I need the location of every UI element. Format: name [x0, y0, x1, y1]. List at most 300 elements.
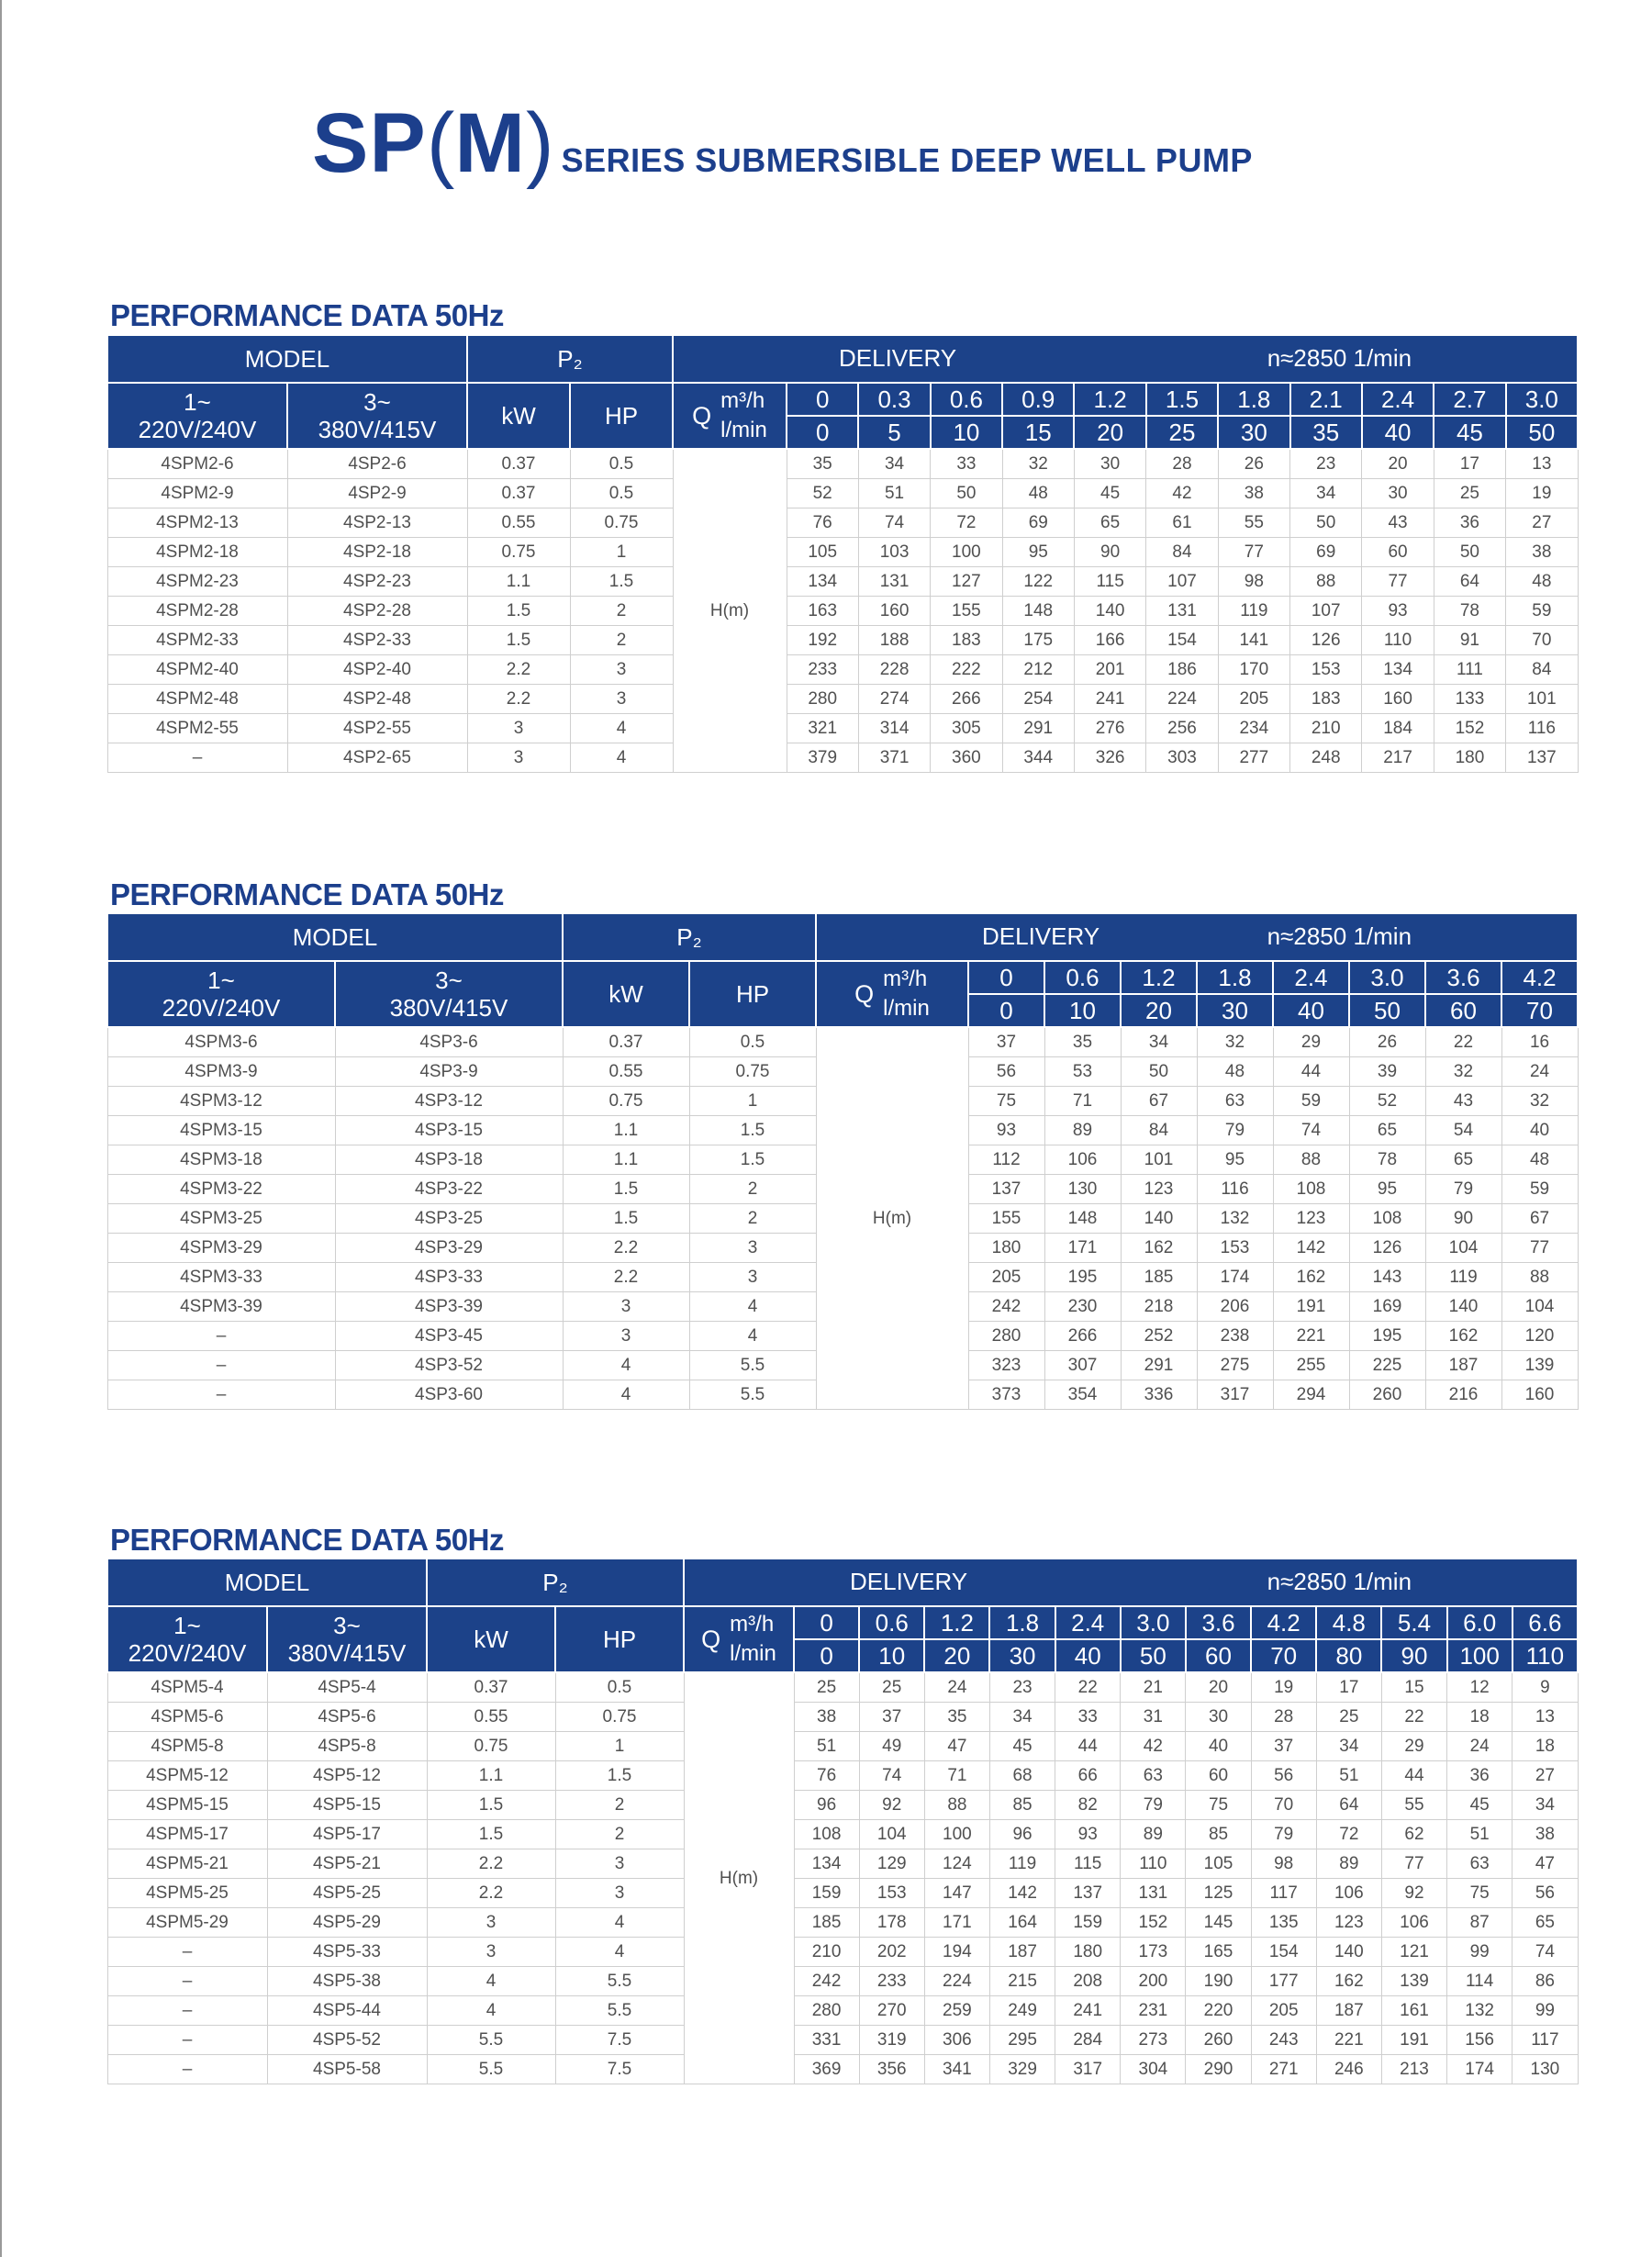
head-value: 137: [1055, 1879, 1121, 1908]
head-value: 141: [1218, 626, 1289, 655]
head-value: 329: [989, 2055, 1055, 2084]
head-value: 160: [1501, 1380, 1578, 1410]
flow-m3h-value: 2.4: [1273, 961, 1349, 994]
three-phase-header: [335, 961, 563, 1027]
head-value: 48: [1002, 479, 1074, 508]
head-value: 51: [858, 479, 930, 508]
head-value: 273: [1121, 2026, 1186, 2055]
model-three-phase: 4SP5-29: [267, 1908, 427, 1938]
head-value: 175: [1002, 626, 1074, 655]
head-value: 210: [1290, 714, 1362, 743]
head-value: 125: [1186, 1879, 1251, 1908]
head-value: 129: [859, 1849, 924, 1879]
power-hp: 0.75: [689, 1057, 816, 1087]
head-value: 37: [859, 1703, 924, 1732]
head-value: 51: [794, 1732, 859, 1761]
head-value: 280: [787, 685, 858, 714]
head-value: 74: [1273, 1116, 1349, 1145]
flow-m3h-value: 3.6: [1186, 1606, 1251, 1639]
head-value: 140: [1425, 1292, 1501, 1322]
delivery-label: DELIVERY: [839, 344, 957, 372]
head-value: 55: [1218, 508, 1289, 538]
power-hp: 2: [570, 597, 673, 626]
power-kw: 5.5: [427, 2055, 555, 2084]
head-value: 134: [787, 567, 858, 597]
flow-m3h-value: 1.2: [1074, 383, 1145, 416]
power-kw: 1.5: [563, 1204, 689, 1234]
head-value: 126: [1290, 626, 1362, 655]
model-single-phase: 4SPM5-29: [107, 1908, 267, 1938]
delivery-header: [816, 913, 1578, 961]
m3h-unit: m³/h: [730, 1612, 775, 1637]
flow-lmin-value: 45: [1434, 416, 1505, 449]
head-value: 274: [858, 685, 930, 714]
head-value: 116: [1197, 1175, 1273, 1204]
head-value: 77: [1381, 1849, 1446, 1879]
flow-lmin-value: 40: [1362, 416, 1434, 449]
power-hp: 7.5: [555, 2026, 684, 2055]
head-value: 180: [968, 1234, 1044, 1263]
flow-m3h-value: 6.0: [1447, 1606, 1512, 1639]
head-value: 71: [924, 1761, 989, 1791]
head-value: 187: [989, 1938, 1055, 1967]
head-value: 123: [1316, 1908, 1381, 1938]
model-three-phase: 4SP3-15: [335, 1116, 563, 1145]
table-row: [107, 714, 1578, 743]
head-value: 305: [931, 714, 1002, 743]
head-value: 88: [1273, 1145, 1349, 1175]
head-value: 221: [1273, 1322, 1349, 1351]
single-phase-voltage: 220V/240V: [162, 994, 281, 1022]
model-three-phase: 4SP5-21: [267, 1849, 427, 1879]
head-value: 170: [1218, 655, 1289, 685]
p2-header: P₂: [467, 335, 673, 383]
model-single-phase: 4SPM5-4: [107, 1672, 267, 1703]
lmin-unit: l/min: [883, 996, 930, 1021]
head-value: 36: [1434, 508, 1505, 538]
head-value: 115: [1074, 567, 1145, 597]
flow-m3h-value: 1.8: [1197, 961, 1273, 994]
power-hp: 1.5: [689, 1145, 816, 1175]
head-value: 303: [1146, 743, 1218, 773]
head-value: 266: [931, 685, 1002, 714]
table-row: [107, 2026, 1578, 2055]
q-label: Q: [692, 401, 712, 430]
table-row: [107, 1967, 1578, 1996]
flow-m3h-value: 4.2: [1251, 1606, 1316, 1639]
title-main: SP: [312, 96, 427, 190]
head-value: 30: [1362, 479, 1434, 508]
flow-lmin-value: 0: [968, 994, 1044, 1027]
model-three-phase: 4SP3-12: [335, 1087, 563, 1116]
head-value: 171: [1044, 1234, 1121, 1263]
table-row: [107, 1791, 1578, 1820]
head-value: 93: [1055, 1820, 1121, 1849]
head-value: 32: [1197, 1027, 1273, 1057]
head-value: 154: [1146, 626, 1218, 655]
head-value: 260: [1349, 1380, 1425, 1410]
head-value: 87: [1447, 1908, 1512, 1938]
model-single-phase: 4SPM2-48: [107, 685, 287, 714]
model-three-phase: 4SP3-25: [335, 1204, 563, 1234]
head-value: 29: [1381, 1732, 1446, 1761]
model-three-phase: 4SP3-45: [335, 1322, 563, 1351]
speed-label: n≈2850 1/min: [1267, 1568, 1412, 1595]
head-value: 18: [1512, 1732, 1578, 1761]
power-hp: 1: [689, 1087, 816, 1116]
head-value: 123: [1121, 1175, 1197, 1204]
head-value: 36: [1447, 1761, 1512, 1791]
q-header: [673, 383, 787, 449]
flow-lmin-value: 60: [1186, 1639, 1251, 1672]
head-value: 38: [794, 1703, 859, 1732]
model-three-phase: 4SP3-9: [335, 1057, 563, 1087]
power-kw: 3: [467, 743, 570, 773]
head-value: 134: [1362, 655, 1434, 685]
head-value: 51: [1447, 1820, 1512, 1849]
flow-lmin-value: 70: [1501, 994, 1578, 1027]
power-kw: 2.2: [563, 1263, 689, 1292]
flow-lmin-value: 50: [1121, 1639, 1186, 1672]
head-value: 95: [1197, 1145, 1273, 1175]
head-value: 271: [1251, 2055, 1316, 2084]
model-single-phase: 4SPM3-22: [107, 1175, 335, 1204]
head-value: 84: [1121, 1116, 1197, 1145]
head-value: 52: [787, 479, 858, 508]
flow-lmin-value: 30: [1197, 994, 1273, 1027]
head-value: 63: [1197, 1087, 1273, 1116]
head-value: 142: [1273, 1234, 1349, 1263]
head-value: 248: [1290, 743, 1362, 773]
head-value: 183: [931, 626, 1002, 655]
head-value: 104: [1425, 1234, 1501, 1263]
flow-m3h-value: 0: [787, 383, 858, 416]
power-hp: 1: [555, 1732, 684, 1761]
head-value: 159: [794, 1879, 859, 1908]
head-value: 89: [1316, 1849, 1381, 1879]
head-value: 59: [1273, 1087, 1349, 1116]
model-three-phase: 4SP2-40: [287, 655, 467, 685]
head-value: 88: [924, 1791, 989, 1820]
q-label: Q: [854, 979, 875, 1008]
model-single-phase: 4SPM3-39: [107, 1292, 335, 1322]
power-kw: 0.75: [467, 538, 570, 567]
table-row: [107, 655, 1578, 685]
head-value: 191: [1273, 1292, 1349, 1322]
head-value: 224: [924, 1967, 989, 1996]
head-value: 180: [1055, 1938, 1121, 1967]
flow-m3h-value: 0.6: [859, 1606, 924, 1639]
head-value: 187: [1425, 1351, 1501, 1380]
flow-lmin-value: 40: [1055, 1639, 1121, 1672]
head-value: 163: [787, 597, 858, 626]
head-value: 42: [1121, 1732, 1186, 1761]
head-value: 37: [968, 1027, 1044, 1057]
flow-m3h-value: 4.2: [1501, 961, 1578, 994]
head-value: 295: [989, 2026, 1055, 2055]
lmin-unit: l/min: [720, 418, 767, 442]
three-phase-label: 3~: [333, 1612, 361, 1639]
head-value: 166: [1074, 626, 1145, 655]
head-value: 249: [989, 1996, 1055, 2026]
head-value: 291: [1121, 1351, 1197, 1380]
head-value: 294: [1273, 1380, 1349, 1410]
head-value: 147: [924, 1879, 989, 1908]
head-value: 96: [794, 1791, 859, 1820]
head-value: 107: [1146, 567, 1218, 597]
head-value: 19: [1251, 1672, 1316, 1703]
head-value: 104: [859, 1820, 924, 1849]
power-kw: 4: [427, 1967, 555, 1996]
head-value: 82: [1055, 1791, 1121, 1820]
head-value: 117: [1251, 1879, 1316, 1908]
model-single-phase: 4SPM3-6: [107, 1027, 335, 1057]
head-value: 78: [1349, 1145, 1425, 1175]
head-value: 79: [1251, 1820, 1316, 1849]
head-value: 162: [1121, 1234, 1197, 1263]
three-phase-label: 3~: [435, 966, 463, 994]
head-value: 260: [1186, 2026, 1251, 2055]
flow-lmin-value: 100: [1447, 1639, 1512, 1672]
p2-header: P₂: [427, 1559, 684, 1606]
head-value: 354: [1044, 1380, 1121, 1410]
head-value: 13: [1512, 1703, 1578, 1732]
head-value: 96: [989, 1820, 1055, 1849]
head-value: 210: [794, 1938, 859, 1967]
table-row: [107, 1820, 1578, 1849]
head-value: 53: [1044, 1057, 1121, 1087]
model-three-phase: 4SP3-22: [335, 1175, 563, 1204]
head-value: 88: [1290, 567, 1362, 597]
head-value: 22: [1381, 1703, 1446, 1732]
power-kw: 0.75: [427, 1732, 555, 1761]
head-value: 114: [1447, 1967, 1512, 1996]
power-hp: 2: [555, 1820, 684, 1849]
head-value: 70: [1251, 1791, 1316, 1820]
head-value: 323: [968, 1351, 1044, 1380]
head-value: 49: [859, 1732, 924, 1761]
power-kw: 1.1: [427, 1761, 555, 1791]
head-value: 360: [931, 743, 1002, 773]
head-value: 33: [931, 449, 1002, 479]
head-value: 64: [1434, 567, 1505, 597]
head-label: H(m): [673, 449, 787, 773]
head-value: 34: [1121, 1027, 1197, 1057]
head-value: 50: [1290, 508, 1362, 538]
page-left-rule: [0, 0, 2, 2257]
power-kw: 1.1: [563, 1145, 689, 1175]
power-hp: 3: [555, 1879, 684, 1908]
table-row: [107, 1996, 1578, 2026]
head-value: 255: [1273, 1351, 1349, 1380]
speed-label: n≈2850 1/min: [1267, 344, 1412, 372]
q-header: [684, 1606, 794, 1672]
flow-lmin-value: 50: [1349, 994, 1425, 1027]
model-single-phase: 4SPM2-33: [107, 626, 287, 655]
head-value: 66: [1055, 1761, 1121, 1791]
head-value: 79: [1121, 1791, 1186, 1820]
head-value: 276: [1074, 714, 1145, 743]
table-row: [107, 1672, 1578, 1703]
model-three-phase: 4SP5-38: [267, 1967, 427, 1996]
model-single-phase: 4SPM3-25: [107, 1204, 335, 1234]
flow-m3h-value: 2.7: [1434, 383, 1505, 416]
model-single-phase: 4SPM5-25: [107, 1879, 267, 1908]
head-value: 72: [931, 508, 1002, 538]
power-kw: 3: [427, 1938, 555, 1967]
head-value: 65: [1425, 1145, 1501, 1175]
head-value: 154: [1251, 1938, 1316, 1967]
head-value: 100: [931, 538, 1002, 567]
head-value: 140: [1074, 597, 1145, 626]
head-value: 185: [794, 1908, 859, 1938]
head-value: 205: [1251, 1996, 1316, 2026]
flow-m3h-value: 0.6: [931, 383, 1002, 416]
head-value: 222: [931, 655, 1002, 685]
single-phase-header: [107, 961, 335, 1027]
flow-m3h-value: 6.6: [1512, 1606, 1578, 1639]
head-value: 107: [1290, 597, 1362, 626]
head-value: 12: [1447, 1672, 1512, 1703]
power-kw: 1.5: [427, 1791, 555, 1820]
head-value: 184: [1362, 714, 1434, 743]
single-phase-label: 1~: [184, 388, 211, 416]
head-value: 371: [858, 743, 930, 773]
head-value: 56: [1512, 1879, 1578, 1908]
power-hp: 1.5: [570, 567, 673, 597]
head-value: 88: [1501, 1263, 1578, 1292]
three-phase-label: 3~: [363, 388, 391, 416]
head-value: 43: [1425, 1087, 1501, 1116]
head-value: 234: [1218, 714, 1289, 743]
head-value: 56: [968, 1057, 1044, 1087]
head-value: 162: [1316, 1967, 1381, 1996]
model-single-phase: 4SPM5-12: [107, 1761, 267, 1791]
head-value: 153: [1197, 1234, 1273, 1263]
head-value: 54: [1425, 1116, 1501, 1145]
head-value: 89: [1121, 1820, 1186, 1849]
head-value: 280: [968, 1322, 1044, 1351]
power-hp: 4: [689, 1292, 816, 1322]
head-value: 44: [1381, 1761, 1446, 1791]
head-value: 145: [1186, 1908, 1251, 1938]
flow-m3h-value: 1.2: [924, 1606, 989, 1639]
head-value: 40: [1501, 1116, 1578, 1145]
head-value: 220: [1186, 1996, 1251, 2026]
model-header: MODEL: [107, 1559, 427, 1606]
model-single-phase: 4SPM2-28: [107, 597, 287, 626]
head-value: 26: [1349, 1027, 1425, 1057]
head-value: 134: [794, 1849, 859, 1879]
head-value: 24: [1447, 1732, 1512, 1761]
head-value: 91: [1434, 626, 1505, 655]
power-kw: 0.55: [427, 1703, 555, 1732]
model-three-phase: 4SP3-33: [335, 1263, 563, 1292]
head-value: 20: [1186, 1672, 1251, 1703]
model-three-phase: 4SP5-58: [267, 2055, 427, 2084]
head-label: H(m): [684, 1672, 794, 2084]
head-value: 344: [1002, 743, 1074, 773]
model-three-phase: 4SP5-8: [267, 1732, 427, 1761]
flow-lmin-value: 50: [1506, 416, 1578, 449]
head-value: 56: [1251, 1761, 1316, 1791]
three-phase-voltage: 380V/415V: [389, 994, 508, 1022]
head-value: 18: [1447, 1703, 1512, 1732]
model-three-phase: 4SP2-65: [287, 743, 467, 773]
head-value: 173: [1121, 1938, 1186, 1967]
hp-header: HP: [555, 1606, 684, 1672]
head-value: 139: [1501, 1351, 1578, 1380]
head-value: 65: [1512, 1908, 1578, 1938]
flow-m3h-value: 5.4: [1381, 1606, 1446, 1639]
power-hp: 0.5: [570, 479, 673, 508]
head-value: 369: [794, 2055, 859, 2084]
head-value: 321: [787, 714, 858, 743]
model-three-phase: 4SP2-33: [287, 626, 467, 655]
head-value: 74: [859, 1761, 924, 1791]
power-kw: 1.5: [467, 626, 570, 655]
lmin-unit: l/min: [730, 1641, 776, 1666]
head-value: 79: [1197, 1116, 1273, 1145]
head-value: 132: [1447, 1996, 1512, 2026]
power-kw: 3: [563, 1322, 689, 1351]
head-value: 205: [968, 1263, 1044, 1292]
head-value: 45: [1447, 1791, 1512, 1820]
head-value: 98: [1218, 567, 1289, 597]
head-value: 185: [1121, 1263, 1197, 1292]
power-hp: 4: [689, 1322, 816, 1351]
flow-lmin-value: 30: [1218, 416, 1289, 449]
head-value: 228: [858, 655, 930, 685]
head-value: 161: [1381, 1996, 1446, 2026]
head-value: 326: [1074, 743, 1145, 773]
head-value: 63: [1121, 1761, 1186, 1791]
head-value: 33: [1055, 1703, 1121, 1732]
head-value: 217: [1362, 743, 1434, 773]
section-heading: PERFORMANCE DATA 50Hz: [110, 877, 504, 911]
head-value: 126: [1349, 1234, 1425, 1263]
model-three-phase: 4SP2-9: [287, 479, 467, 508]
kw-header: kW: [563, 961, 689, 1027]
model-single-phase: –: [107, 743, 287, 773]
head-value: 341: [924, 2055, 989, 2084]
head-value: 133: [1434, 685, 1505, 714]
head-value: 27: [1506, 508, 1578, 538]
power-kw: 2.2: [467, 655, 570, 685]
head-value: 307: [1044, 1351, 1121, 1380]
head-value: 50: [1121, 1057, 1197, 1087]
head-value: 34: [989, 1703, 1055, 1732]
three-phase-voltage: 380V/415V: [318, 416, 437, 443]
performance-table: [106, 1558, 1579, 2084]
head-value: 48: [1197, 1057, 1273, 1087]
head-value: 140: [1121, 1204, 1197, 1234]
power-hp: 3: [570, 685, 673, 714]
head-value: 194: [924, 1938, 989, 1967]
head-value: 112: [968, 1145, 1044, 1175]
single-phase-header: [107, 1606, 267, 1672]
model-single-phase: –: [107, 1938, 267, 1967]
head-value: 50: [1434, 538, 1505, 567]
head-value: 202: [859, 1938, 924, 1967]
model-single-phase: 4SPM5-8: [107, 1732, 267, 1761]
flow-lmin-value: 70: [1251, 1639, 1316, 1672]
head-value: 137: [968, 1175, 1044, 1204]
head-value: 291: [1002, 714, 1074, 743]
table-row: [107, 508, 1578, 538]
head-value: 208: [1055, 1967, 1121, 1996]
power-kw: 4: [563, 1380, 689, 1410]
